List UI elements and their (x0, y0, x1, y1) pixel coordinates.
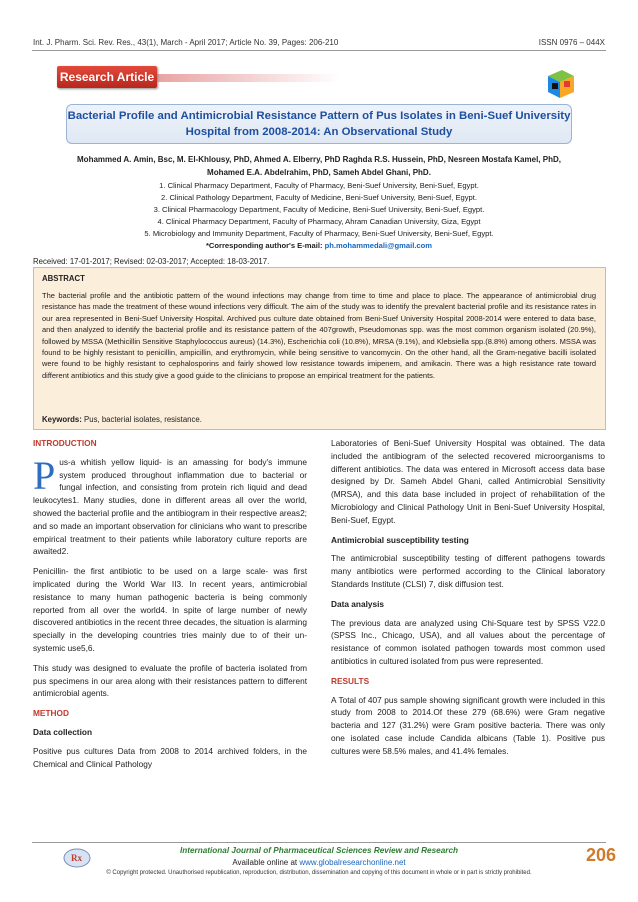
abstract-heading: ABSTRACT (42, 274, 85, 283)
author-list-line-2: Mohamed E.A. Abdelrahim, PhD, Sameh Abdel Ghani, PhD. (207, 168, 431, 177)
footer-availability (0, 858, 638, 867)
drop-cap: P (33, 452, 56, 498)
ast-paragraph: The antimicrobial susceptibility testing of different pathogens towards many antibiotics were performed according to the Clinical laboratory Standards Institute (CLSI) 7, disk diffusion test. (331, 553, 605, 589)
page-number: 206 (585, 845, 616, 865)
article-title-line-1: Bacterial Profile and Antimicrobial Resistance Pattern of Pus Isolates in Beni-Suef University (67, 110, 571, 122)
introduction-heading: INTRODUCTION (33, 438, 97, 448)
intro-paragraph-1-text: us-a whitish yellow liquid- is an amassing for body's immune system produced throughout inflammation due to bacterial or fungal infection, and consisting from protein rich liquid and dead leukocytes1. Many studies, done in different areas all over the world, showed the bacterial profile and the antibiogram in their respective areas2; and so made an important observation for clinicians who want to prescribe empirical treatment to their patients while laboratory culture reports are awaited2. (33, 456, 307, 557)
left-column (33, 437, 307, 777)
article-title-line-2: Hospital from 2008-2014: An Observational Study (185, 126, 453, 138)
intro-paragraph-2: Penicillin- the first antibiotic to be used on a large scale- was first implicated during the World War II3. In recent years, antimicrobial resistance to many human pathogenic bacteria is being commonly reported from all over the world4. In spite of large number of newly discovered antibiotics in the recent three decades, the situation is alarming specially in the developing countries tries mainly due to of their un-systemic use5,6. (33, 566, 307, 653)
footer-divider (32, 842, 606, 843)
affiliation-4: 4. Clinical Pharmacy Department, Faculty of Pharmacy, Ahram Canadian University, Giza, Egypt (157, 217, 481, 226)
corresponding-author (30, 241, 608, 250)
journal-cube-logo (540, 66, 580, 102)
affiliation-1: 1. Clinical Pharmacy Department, Faculty of Pharmacy, Beni-Suef University, Beni-Suef, Egypt. (159, 181, 479, 190)
affiliation-5: 5. Microbiology and Immunity Department, Faculty of Pharmacy, Beni-Suef University, Beni-Suef, Egypt. (144, 229, 494, 238)
keywords-label: Keywords: (42, 415, 82, 424)
available-label: Available online at (232, 858, 298, 867)
copyright-notice: © Copyright protected. Unauthorised republication, reproduction, distribution, dissemination and copying of this document in whole or in part is strictly prohibited. (106, 870, 532, 876)
keywords-text: Pus, bacterial isolates, resistance. (84, 415, 202, 424)
corresponding-label: *Corresponding author's E-mail: (205, 241, 323, 250)
intro-paragraph-1 (33, 452, 307, 558)
abstract-text: The bacterial profile and the antibiotic pattern of the wound infections may change from time to time and place to place. The appearance of antimicrobial drug resistance has made the treatment of these wound infections very difficult. The aim of the study was to identify the prevalent bacterial profile and its resistance rates in our area represented in Beni-Suef University Hospital. Archived pus culture date obtained from Beni-Suef University Hospital 2008-2014 were entered to data base, and then analyzed to identify the bacterial profile and its resistance pattern of the 407growth, Pseudomonas spp. was the most common organism isolated (20.9%), followed by MSSA (Methicillin Sensitive Staphylococcus aureus) (14.3%), Escherichia coli (10.8%), MRSA (9.1%), and Klebsiella spp.(8.8%) among others. MSSA was found to be highly resistant to penicillin, ampicillin, and erythromycin, while being sensitive to vancomycin. On the other hand, all the Gram-negative bacilli isolated were found to be highly resistant to cephalosporins and fairly showed low resistance towards imipenem, and amikacin. There was a high resistance rate toward different antibiotics and this study give a good guide to the clinicians to propose an empirical treatment for the patients. (42, 291, 596, 380)
method-heading: METHOD (33, 708, 69, 719)
data-collection-paragraph: Positive pus cultures Data from 2008 to 2014 archived folders, in the Chemical and Clinical Pathology (33, 745, 307, 769)
author-list-line-1: Mohammed A. Amin, Bsc, M. El-Khlousy, PhD, Ahmed A. Elberry, PhD Raghda R.S. Hussein, PhD, Nesreen Mostafa Kamel, PhD, (77, 155, 561, 164)
data-analysis-paragraph: The previous data are analyzed using Chi-Square test by SPSS V22.0 (SPSS Inc., Chicago, USA), and all values about the percentage of resistance of common isolated pathogen towards most common used antibiotics in cultured isolated from pus were represented. (331, 617, 605, 666)
article-title (66, 104, 572, 144)
running-header-citation: Int. J. Pharm. Sci. Rev. Res., 43(1), March - April 2017; Article No. 39, Pages: 206-210 (33, 38, 339, 47)
svg-text:Rx: Rx (71, 853, 82, 863)
results-paragraph: A Total of 407 pus sample showing significant growth were included in this study from 2008 to 2014.Of these 279 (68.6%) were Gram negative bacteria and 127 (31.2%) were Gram positive bacteria. There was only one isolated case include Candida albicans (Table 1). Positive pus cultures were 58.5% males, and 41.4% females. (331, 694, 605, 756)
affiliation-3: 3. Clinical Pharmacology Department, Faculty of Medicine, Beni-Suef University, Beni-Suef, Egypt. (153, 205, 485, 214)
data-analysis-heading: Data analysis (331, 598, 385, 609)
data-collection-heading: Data collection (33, 726, 93, 737)
article-type-badge: Research Article (57, 66, 157, 88)
corresponding-email-link[interactable]: ph.mohammedali@gmail.com (324, 241, 433, 250)
website-link[interactable]: www.globalresearchonline.net (299, 858, 406, 867)
running-header-issn: ISSN 0976 – 044X (538, 38, 605, 47)
keywords (42, 415, 202, 424)
ast-heading: Antimicrobial susceptibility testing (331, 534, 469, 545)
footer-journal-name: International Journal of Pharmaceutical Sciences Review and Research (179, 846, 459, 855)
affiliation-2: 2. Clinical Pathology Department, Faculty of Medicine, Beni-Suef University, Beni-Suef, Egypt. (161, 193, 477, 202)
badge-shadow (150, 74, 340, 82)
results-heading: RESULTS (331, 675, 370, 686)
intro-paragraph-3: This study was designed to evaluate the profile of bacteria isolated from pus specimens in our area along with their resistances pattern to different antimicrobial agents. (33, 662, 307, 699)
data-collection-continued: Laboratories of Beni-Suef University Hospital was obtained. The data included the antibiogram of the selected recovered microorganisms to different antibiotics. The data was entered in Microsoft access data base designed by Dr. Sameh Abdel Ghani, called Antimicrobial Sensitivity (MRSA), and this data base included in project of rehabilitation of the Microbiology and Clinical Pathology Unit in Beni-Suef University Hospital, Beni-Suef, Egypt. (331, 438, 605, 525)
right-column (331, 437, 605, 765)
header-divider (32, 50, 606, 51)
received-dates: Received: 17-01-2017; Revised: 02-03-2017; Accepted: 18-03-2017. (33, 257, 270, 266)
